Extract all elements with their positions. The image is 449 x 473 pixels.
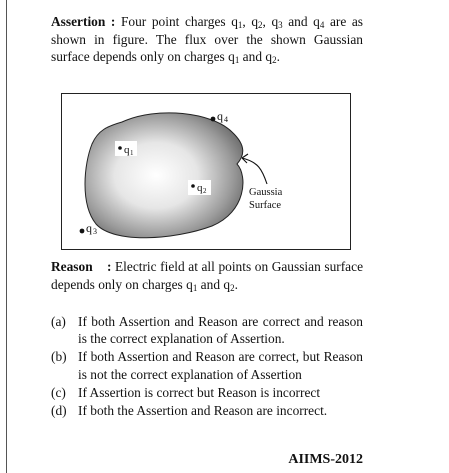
assertion-separator: :	[110, 14, 116, 29]
answer-options	[51, 313, 363, 420]
option-label: (c)	[51, 384, 66, 400]
q1-label: q	[124, 144, 130, 156]
svg-text:4: 4	[224, 115, 228, 124]
assertion-charge-list: $q_1$, $q_2$, $q_3$ and $q_4$	[231, 14, 325, 30]
option-b[interactable]	[51, 348, 363, 382]
option-d[interactable]	[51, 402, 363, 419]
option-label: (d)	[51, 403, 67, 419]
assertion-paragraph: Assertion : Four point charges $q_1$, $q_2$, $q_3$ and $q_4$ are as shown in figure. The flux over the shown Gaussian surface depends only on charges $q_1$ and $q_2$.	[51, 14, 364, 65]
assertion-text-before: Four point charges	[120, 14, 226, 29]
option-a[interactable]	[51, 313, 363, 347]
option-label: (b)	[51, 349, 67, 365]
left-margin-rule	[6, 0, 7, 473]
surface-label-line2: Surface	[249, 200, 282, 211]
gaussian-surface-blob	[85, 113, 243, 238]
reason-paragraph: Reason : Electric field at all points on Gaussian surface depends only on charges $q_1$ and $q_2$.	[51, 259, 364, 293]
option-text: If both the Assertion and Reason are incorrect.	[78, 403, 328, 419]
option-label: (a)	[51, 314, 66, 329]
q4-point	[211, 117, 216, 122]
svg-text:1: 1	[130, 149, 134, 157]
option-text: If both Assertion and Reason are correct, but Reason is not the correct explanation of Assertion	[78, 349, 363, 382]
option-text: If Assertion is correct but Reason is incorrect	[78, 384, 321, 400]
reason-separator: :	[106, 259, 112, 274]
q2-point	[191, 184, 195, 188]
q2-label: q	[197, 182, 203, 194]
surface-label-line1: Gaussia	[249, 187, 283, 198]
q3-label: q	[86, 221, 92, 235]
svg-text:3: 3	[93, 227, 97, 236]
assertion-heading: Assertion	[51, 14, 106, 29]
svg-text:2: 2	[203, 187, 207, 195]
q4-label: q	[217, 109, 223, 123]
exam-source: AIIMS-2012	[288, 452, 363, 467]
option-c[interactable]	[51, 384, 363, 401]
q1-point	[118, 146, 122, 150]
option-text: If both Assertion and Reason are correct and reason is the correct explanation of Assertion.	[78, 314, 363, 347]
q3-point	[80, 229, 85, 234]
figure-svg	[62, 94, 350, 249]
reason-heading: Reason	[51, 259, 93, 274]
gaussian-surface-figure	[61, 93, 351, 250]
